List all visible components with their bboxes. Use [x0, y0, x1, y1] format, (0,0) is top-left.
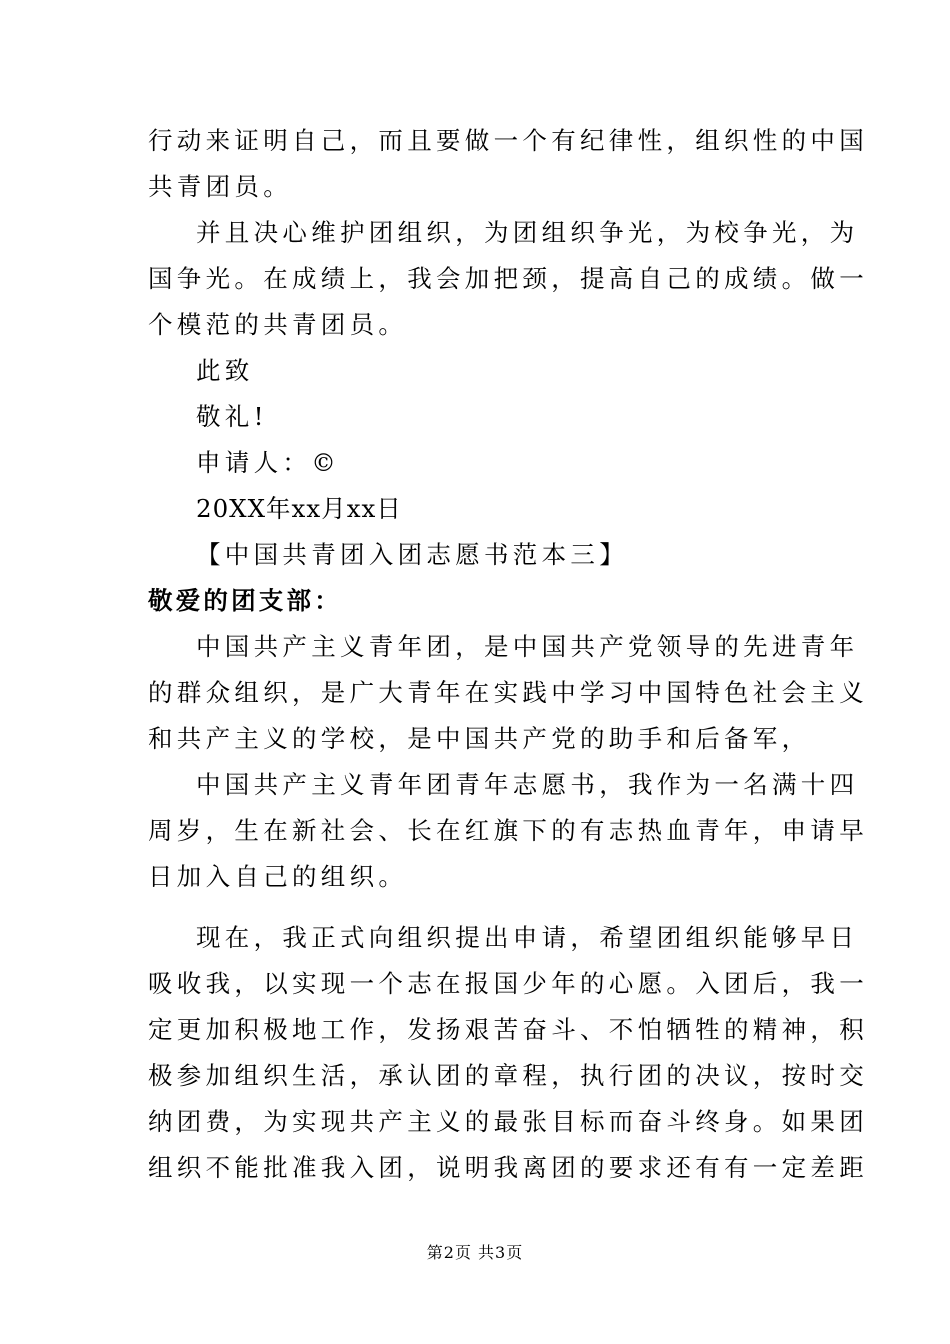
body-line: 行动来证明自己，而且要做一个有纪律性，组织性的中国 [148, 126, 868, 155]
greeting-heading: 敬爱的团支部： [148, 586, 342, 615]
body-line: 国争光。在成绩上，我会加把颈，提高自己的成绩。做一 [148, 264, 868, 293]
body-line: 吸收我，以实现一个志在报国少年的心愿。入团后，我一 [148, 969, 868, 998]
paragraph-start: 并且决心维护团组织，为团组织争光，为校争光，为 [196, 218, 859, 247]
closing-regards: 敬礼! [196, 402, 268, 431]
page-footer: 第2页 共3页 [426, 1243, 524, 1262]
body-line: 周岁，生在新社会、长在红旗下的有志热血青年，申请早 [148, 816, 868, 845]
body-line: 的群众组织，是广大青年在实践中学习中国特色社会主义 [148, 678, 868, 707]
closing-salutation: 此致 [196, 356, 254, 385]
body-line: 共青团员。 [148, 172, 292, 201]
body-line: 组织不能批准我入团，说明我离团的要求还有有一定差距 [148, 1153, 868, 1182]
body-line: 极参加组织生活，承认团的章程，执行团的决议，按时交 [148, 1061, 868, 1090]
body-line: 定更加积极地工作，发扬艰苦奋斗、不怕牺牲的精神，积 [148, 1015, 868, 1044]
section-title: 【中国共青团入团志愿书范本三】 [196, 540, 628, 569]
paragraph-start: 中国共产主义青年团，是中国共产党领导的先进青年 [196, 632, 859, 661]
paragraph-start: 现在，我正式向组织提出申请，希望团组织能够早日 [196, 923, 859, 952]
date-line: 20XX年xx月xx日 [196, 494, 402, 523]
body-line: 日加入自己的组织。 [148, 862, 408, 891]
body-line: 个模范的共青团员。 [148, 310, 408, 339]
body-line: 和共产主义的学校，是中国共产党的助手和后备军， [148, 724, 811, 753]
paragraph-start: 中国共产主义青年团青年志愿书，我作为一名满十四 [196, 770, 859, 799]
applicant-line: 申请人：© [196, 448, 340, 477]
body-line: 纳团费，为实现共产主义的最张目标而奋斗终身。如果团 [148, 1107, 868, 1136]
